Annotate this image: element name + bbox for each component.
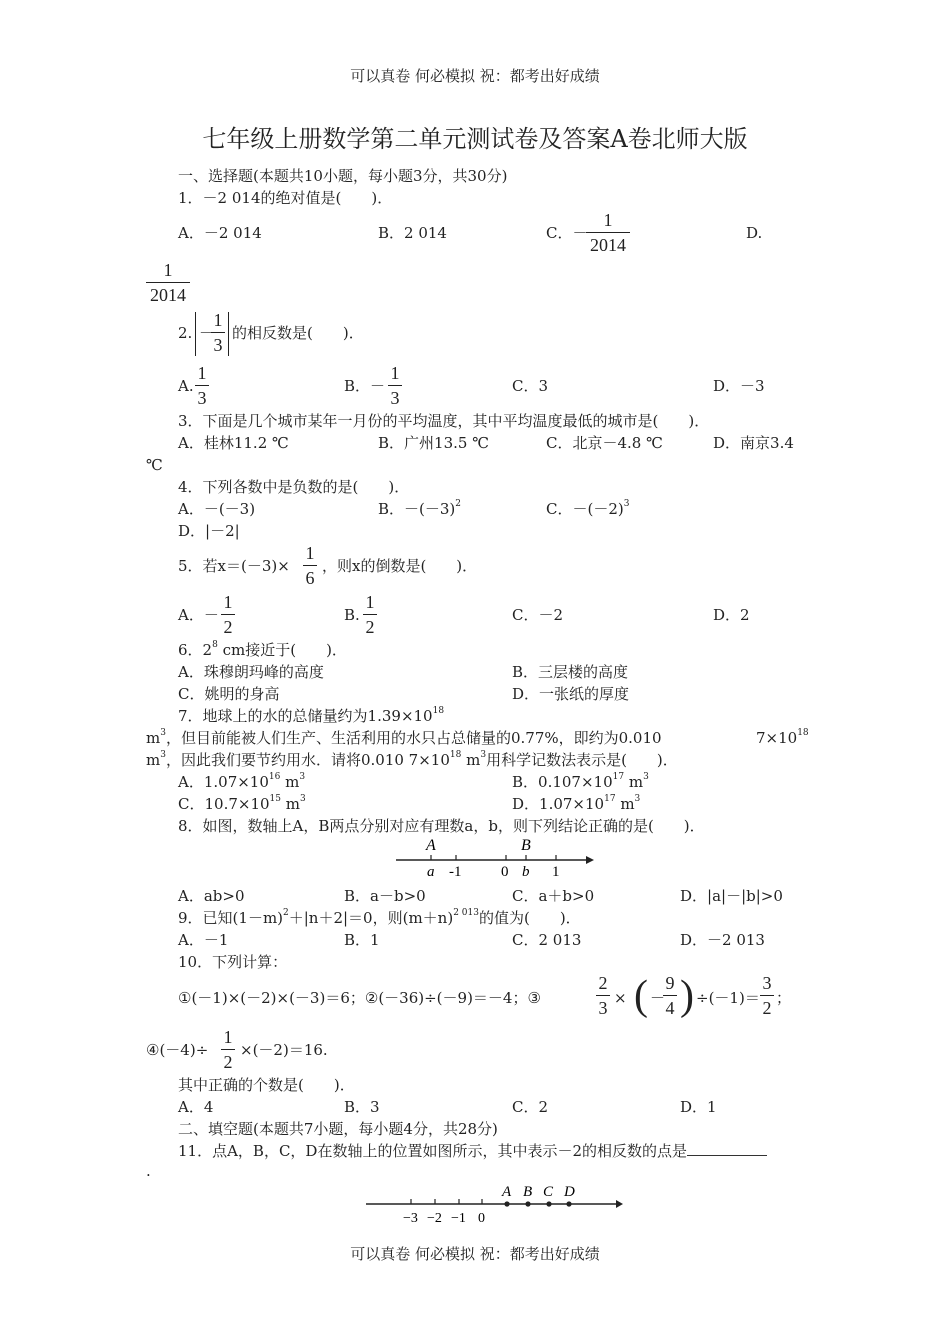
q7-line1: [178, 706, 444, 726]
q7-line3: [146, 750, 678, 770]
q7-option-b-text: B．0.107×10: [512, 773, 613, 791]
unit: m: [624, 773, 644, 791]
tick-label-one: 1: [552, 864, 560, 880]
unit: m: [280, 773, 300, 791]
q7-line3-text: ，因此我们要节约用水．请将0.010 7×10: [165, 751, 450, 769]
q2-fraction: [211, 310, 225, 355]
fraction-denominator: 4: [665, 998, 675, 1018]
q7-line3-unit2: m: [461, 751, 481, 769]
q2-stem-tail: 的相反数是( )．: [232, 324, 364, 342]
q5-option-a: A．－: [178, 606, 219, 624]
exponent: 18: [449, 750, 462, 760]
fraction-bar: [303, 565, 317, 566]
q4-option-b: [378, 499, 461, 519]
fraction-numerator: 9: [665, 973, 675, 993]
exponent: 2: [283, 908, 289, 918]
q7-option-d: [512, 794, 640, 814]
exponent: 17: [604, 794, 616, 804]
q9-option-a: A．－1: [178, 931, 229, 949]
q5-option-c: C．－2: [512, 606, 564, 624]
q4-option-b-text: B．－(－3): [378, 500, 456, 518]
tick-label-zero: 0: [501, 864, 509, 880]
q2-number: 2.: [178, 324, 193, 342]
fraction-denominator: 3: [213, 335, 223, 355]
q4-option-c: [546, 499, 629, 519]
fraction-numerator: 2: [598, 973, 608, 993]
q11-stem-text: 11．点A，B，C，D在数轴上的位置如图所示，其中表示－2的相反数的点是: [178, 1142, 687, 1160]
q4-option-a: A．－(－3): [178, 500, 256, 518]
q7-line2-unit: m: [146, 729, 161, 747]
exponent: 3: [623, 499, 630, 509]
point-C-dot: [546, 1201, 551, 1206]
q10-times-sign: ×: [614, 989, 627, 1007]
q3-stem: 3．下面是几个城市某年一月份的平均温度，其中平均温度最低的城市是( )．: [178, 412, 710, 430]
q5-option-a-fraction: [221, 592, 235, 637]
q6-option-b: B．三层楼的高度: [512, 663, 629, 681]
q7-line2-tail-text: 7×10: [756, 729, 798, 747]
page-footer: 可以真卷 何必模拟 祝：都考出好成绩: [350, 1245, 600, 1263]
section-heading-choice: 一、选择题(本题共10小题，每小题3分，共30分): [178, 167, 508, 185]
exponent: 3: [160, 728, 166, 738]
q7-option-c: [178, 794, 306, 814]
fraction-denominator: 6: [305, 568, 315, 588]
exponent: 3: [160, 750, 166, 760]
q7-option-a: [178, 772, 305, 792]
tick-label-minus-3: −3: [403, 1211, 418, 1226]
fraction-numerator: 1: [223, 1027, 233, 1047]
q9-stem-pre: 9．已知(1－m): [178, 909, 284, 927]
tick-label-zero: 0: [478, 1211, 485, 1226]
q10-fraction-9-4: [663, 973, 677, 1018]
q3-option-d-unit: ℃: [146, 456, 163, 474]
fraction-bar: [221, 614, 235, 615]
value-label-a: a: [427, 864, 435, 880]
q9-option-b: B．1: [344, 931, 380, 949]
fraction-bar: [586, 232, 630, 233]
q2-option-b-fraction: [388, 363, 402, 408]
q5-option-b: B.: [344, 606, 360, 624]
q10-fraction-1-2: [221, 1027, 235, 1072]
abs-bar-right: [228, 312, 229, 356]
q6-stem-pre: 6．2: [178, 641, 213, 659]
q3-option-c: C．北京－4.8 ℃: [546, 434, 663, 452]
fraction-bar: [211, 332, 225, 333]
q10-option-d: D．1: [680, 1098, 717, 1116]
fraction-bar: [760, 995, 774, 996]
q3-option-a: A．桂林11.2 ℃: [178, 434, 289, 452]
fraction-numerator: 1: [197, 363, 207, 383]
exponent: 8: [212, 640, 218, 650]
fraction-numerator: 1: [163, 260, 173, 280]
point-A-dot: [504, 1201, 509, 1206]
q5-option-d: D．2: [713, 606, 750, 624]
q4-option-c-text: C．－(－2): [546, 500, 624, 518]
q6-stem: [178, 640, 347, 660]
left-paren: (: [634, 973, 648, 1019]
fraction-bar: [146, 282, 190, 283]
q8-number-line-figure: [390, 834, 600, 880]
tick-label-minus-1: −1: [451, 1211, 466, 1226]
q8-stem: 8．如图，数轴上A，B两点分别对应有理数a，b，则下列结论正确的是( )．: [178, 817, 705, 835]
unit: m: [280, 795, 300, 813]
fraction-bar: [596, 995, 610, 996]
fraction-bar: [663, 995, 677, 996]
point-label-A: A: [502, 1184, 512, 1200]
exponent: 3: [299, 772, 306, 782]
q7-option-d-text: D．1.07×10: [512, 795, 605, 813]
fraction-denominator: 3: [598, 998, 608, 1018]
tick-label-minus-1: -1: [449, 864, 462, 880]
q1-stem: 1．－2 014的绝对值是( )．: [178, 189, 393, 207]
q10-line1-result: ÷(－1)＝: [696, 989, 760, 1007]
q7-option-c-text: C．10.7×10: [178, 795, 270, 813]
exponent: 15: [269, 794, 281, 804]
q4-stem: 4．下列各数中是负数的是( )．: [178, 478, 410, 496]
q5-option-b-fraction: [363, 592, 377, 637]
q1-option-b: B．2 014: [378, 224, 447, 242]
q6-stem-post: cm接近于( )．: [217, 641, 347, 659]
page-header: 可以真卷 何必模拟 祝：都考出好成绩: [350, 67, 600, 85]
point-D-dot: [566, 1201, 571, 1206]
page-title: 七年级上册数学第二单元测试卷及答案A卷北师大版: [202, 125, 748, 153]
q5-fraction: [303, 543, 317, 588]
q11-period: .: [146, 1162, 151, 1180]
abs-bar-left: [195, 312, 196, 356]
fraction-numerator: 1: [223, 592, 233, 612]
q1-option-c: C．－: [546, 224, 588, 242]
exponent: 2: [455, 499, 462, 509]
arrow-icon: [586, 856, 594, 864]
q4-option-d: D．|－2|: [178, 522, 240, 540]
q2-option-a-fraction: [195, 363, 209, 408]
q5-stem-post: ，则x的倒数是( )．: [322, 557, 478, 575]
arrow-icon: [616, 1200, 623, 1208]
exponent: 3: [299, 794, 306, 804]
q9-option-c: C．2 013: [512, 931, 582, 949]
q8-option-d: D．|a|－|b|>0: [680, 887, 783, 905]
q3-option-d: D．南京3.4: [713, 434, 794, 452]
point-label-D: D: [564, 1184, 575, 1200]
exponent: 18: [432, 706, 445, 716]
q3-option-b: B．广州13.5 ℃: [378, 434, 489, 452]
point-B-dot: [525, 1201, 530, 1206]
exponent: 3: [634, 794, 641, 804]
q9-stem-mid: ＋|n＋2|＝0，则(m＋n): [288, 909, 454, 927]
q1-option-d: D.: [746, 224, 763, 242]
fraction-numerator: 3: [762, 973, 772, 993]
fraction-numerator: 1: [390, 363, 400, 383]
q7-line2-tail: [756, 728, 809, 748]
fraction-numerator: 1: [305, 543, 315, 563]
q6-option-a: A．珠穆朗玛峰的高度: [178, 663, 324, 681]
q2-option-a: A.: [178, 377, 194, 395]
q2-inner-sign: －: [199, 324, 215, 342]
fraction-numerator: 1: [603, 210, 613, 230]
q7-line3-unit: m: [146, 751, 161, 769]
fraction-denominator: 2014: [590, 235, 626, 255]
q9-stem-post: 的值为( )．: [478, 909, 581, 927]
q10-fraction-3-2: [760, 973, 774, 1018]
q10-stem: 10．下列计算：: [178, 953, 288, 971]
tick-label-minus-2: −2: [427, 1211, 442, 1226]
q7-line2-text: ，但目前能被人们生产、生活利用的水只占总储量的0.77%，即约为0.010: [165, 729, 662, 747]
q10-option-a: A．4: [178, 1098, 214, 1116]
q7-line1-text: 7．地球上的水的总储量约为1.39×10: [178, 707, 433, 725]
q10-minus-sign: －: [650, 989, 666, 1007]
q8-option-b: B．a－b>0: [344, 887, 426, 905]
fraction-denominator: 2: [762, 998, 772, 1018]
q10-option-b: B．3: [344, 1098, 380, 1116]
q7-line2: [146, 728, 662, 748]
fraction-denominator: 2: [365, 617, 375, 637]
q7-option-a-text: A．1.07×10: [178, 773, 269, 791]
q8-option-c: C．a＋b>0: [512, 887, 595, 905]
fraction-denominator: 3: [390, 388, 400, 408]
q10-line2-text: ④(－4)÷: [146, 1041, 209, 1059]
unit: m: [615, 795, 635, 813]
q10-semicolon: ；: [776, 989, 792, 1007]
exponent: 3: [480, 750, 487, 760]
point-label-C: C: [543, 1184, 554, 1200]
fraction-denominator: 2014: [150, 285, 186, 305]
q8-option-a: A．ab>0: [178, 887, 245, 905]
q10-question: 其中正确的个数是( )．: [178, 1076, 355, 1094]
q6-option-c: C．姚明的身高: [178, 685, 280, 703]
q6-option-d: D．一张纸的厚度: [512, 685, 630, 703]
fraction-denominator: 3: [197, 388, 207, 408]
exponent: 18: [797, 728, 809, 738]
exponent: 3: [643, 772, 649, 782]
answer-blank[interactable]: [687, 1141, 767, 1156]
q11-number-line-figure: [362, 1180, 624, 1226]
exponent: 16: [268, 772, 281, 782]
fraction-bar: [195, 385, 209, 386]
point-label-A: A: [426, 837, 436, 854]
q1-option-c-fraction: [586, 210, 630, 255]
q2-option-c: C．3: [512, 377, 549, 395]
point-label-B: B: [521, 837, 531, 854]
q7-option-b: [512, 772, 649, 792]
q9-stem: [178, 908, 581, 928]
q1-option-a: A．－2 014: [178, 224, 262, 242]
value-label-b: b: [522, 864, 530, 880]
fraction-bar: [221, 1049, 235, 1050]
q7-line3-tail: 用科学记数法表示是( )．: [486, 751, 678, 769]
q10-line1-text: ①(－1)×(－2)×(－3)＝6；②(－36)÷(－9)＝－4；③: [178, 989, 541, 1007]
fraction-numerator: 1: [213, 310, 223, 330]
fraction-numerator: 1: [365, 592, 375, 612]
q2-option-d: D．－3: [713, 377, 765, 395]
exponent: 17: [612, 772, 625, 782]
fraction-denominator: 2: [223, 1052, 233, 1072]
q9-option-d: D．－2 013: [680, 931, 765, 949]
fraction-bar: [363, 614, 377, 615]
point-label-B: B: [523, 1184, 533, 1200]
q10-fraction-2-3: [596, 973, 610, 1018]
q5-stem-pre: 5．若x＝(－3)×: [178, 557, 290, 575]
q10-line2-tail: ×(－2)＝16.: [240, 1041, 328, 1059]
section-heading-fill: 二、填空题(本题共7小题，每小题4分，共28分): [178, 1120, 498, 1138]
exponent: 2 013: [453, 908, 479, 918]
q2-option-b: B．－: [344, 377, 386, 395]
q1-option-d-fraction: [146, 260, 190, 305]
fraction-bar: [388, 385, 402, 386]
fraction-denominator: 2: [223, 617, 233, 637]
right-paren: ): [680, 973, 694, 1019]
q11-stem: [178, 1141, 767, 1161]
q10-option-c: C．2: [512, 1098, 549, 1116]
